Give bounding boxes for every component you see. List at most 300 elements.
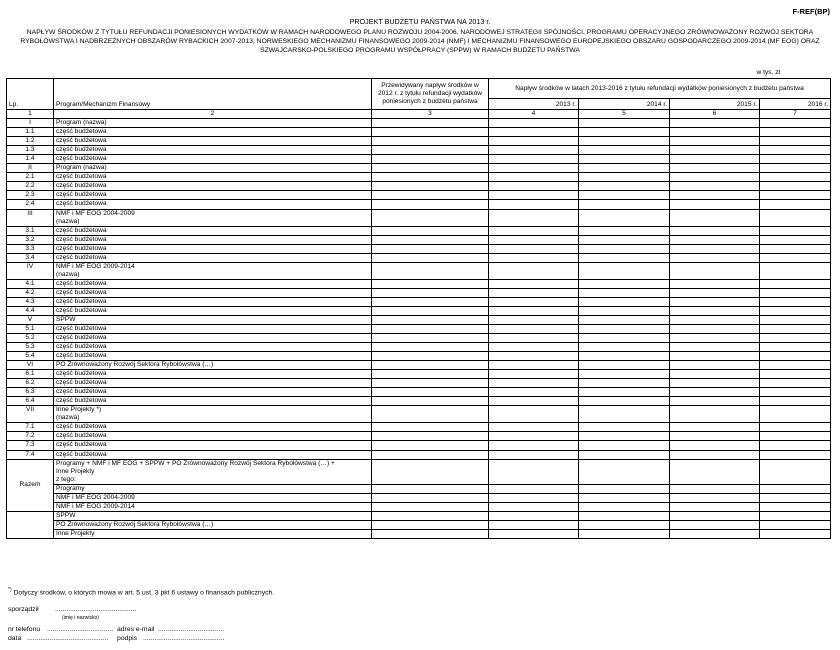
table-cell[interactable] xyxy=(579,459,670,484)
table-cell[interactable] xyxy=(670,315,760,324)
table-cell[interactable] xyxy=(489,315,579,324)
table-cell[interactable] xyxy=(760,423,831,432)
table-cell[interactable] xyxy=(372,297,489,306)
row-program-name: część budżetowa xyxy=(54,128,372,137)
table-cell[interactable] xyxy=(372,441,489,450)
table-cell[interactable] xyxy=(579,279,670,288)
row-program-name: część budżetowa xyxy=(54,333,372,342)
table-cell[interactable] xyxy=(489,288,579,297)
form-code: F-REF(BP) xyxy=(792,7,830,16)
table-cell[interactable] xyxy=(372,324,489,333)
email-field[interactable]: ................................... xyxy=(158,626,225,633)
table-cell[interactable] xyxy=(670,397,760,406)
table-cell[interactable] xyxy=(760,235,831,244)
refund-table xyxy=(6,78,831,539)
table-cell[interactable] xyxy=(372,529,489,538)
table-cell[interactable] xyxy=(579,361,670,370)
table-cell[interactable] xyxy=(670,423,760,432)
table-cell[interactable] xyxy=(579,406,670,423)
table-cell[interactable] xyxy=(489,432,579,441)
table-cell[interactable] xyxy=(670,333,760,342)
table-cell[interactable] xyxy=(489,235,579,244)
header-year-2013: 2013 r. xyxy=(489,99,579,110)
table-cell[interactable] xyxy=(760,520,831,529)
table-row xyxy=(7,235,831,244)
table-cell[interactable] xyxy=(372,352,489,361)
table-cell[interactable] xyxy=(760,164,831,173)
table-cell[interactable] xyxy=(372,388,489,397)
table-cell[interactable] xyxy=(760,253,831,262)
table-cell[interactable] xyxy=(760,244,831,253)
table-cell[interactable] xyxy=(372,406,489,423)
table-cell[interactable] xyxy=(489,297,579,306)
table-cell[interactable] xyxy=(372,137,489,146)
table-cell[interactable] xyxy=(670,200,760,209)
table-cell[interactable] xyxy=(372,511,489,520)
table-cell[interactable] xyxy=(489,333,579,342)
table-cell[interactable] xyxy=(372,253,489,262)
table-cell[interactable] xyxy=(760,397,831,406)
table-cell[interactable] xyxy=(489,279,579,288)
razem-label xyxy=(54,459,372,484)
row-program-name: część budżetowa xyxy=(54,306,372,315)
table-cell[interactable] xyxy=(670,119,760,128)
table-cell[interactable] xyxy=(489,484,579,493)
table-cell[interactable] xyxy=(670,182,760,191)
row-program-name: część budżetowa xyxy=(54,324,372,333)
table-row xyxy=(7,128,831,137)
table-cell[interactable] xyxy=(489,146,579,155)
table-cell[interactable] xyxy=(579,315,670,324)
table-cell[interactable] xyxy=(760,529,831,538)
table-cell[interactable] xyxy=(760,432,831,441)
table-cell[interactable] xyxy=(670,361,760,370)
table-cell[interactable] xyxy=(579,432,670,441)
table-cell[interactable] xyxy=(372,397,489,406)
table-cell[interactable] xyxy=(489,173,579,182)
row-program-name: część budżetowa xyxy=(54,352,372,361)
table-cell[interactable] xyxy=(670,244,760,253)
table-cell[interactable] xyxy=(489,200,579,209)
table-cell[interactable] xyxy=(489,459,579,484)
table-cell[interactable] xyxy=(372,423,489,432)
table-cell[interactable] xyxy=(670,352,760,361)
row-program-name: część budżetowa xyxy=(54,200,372,209)
table-cell[interactable] xyxy=(489,253,579,262)
row-lp: 5.1 xyxy=(7,324,54,333)
table-cell[interactable] xyxy=(670,388,760,397)
table-cell[interactable] xyxy=(579,397,670,406)
header-program: Program/Mechanizm Finansowy xyxy=(54,79,372,110)
row-lp: 6.2 xyxy=(7,379,54,388)
row-lp: 7.2 xyxy=(7,432,54,441)
document-title: PROJEKT BUDŻETU PAŃSTWA NA 2013 r. xyxy=(349,17,491,26)
table-cell[interactable] xyxy=(489,209,579,226)
table-cell[interactable] xyxy=(579,370,670,379)
table-cell[interactable] xyxy=(489,182,579,191)
table-row xyxy=(7,324,831,333)
table-cell[interactable] xyxy=(760,493,831,502)
table-cell[interactable] xyxy=(670,406,760,423)
table-cell[interactable] xyxy=(670,306,760,315)
table-cell[interactable] xyxy=(579,450,670,459)
table-cell[interactable] xyxy=(489,164,579,173)
table-cell[interactable] xyxy=(579,502,670,511)
table-cell[interactable] xyxy=(579,164,670,173)
table-cell[interactable] xyxy=(372,164,489,173)
table-cell[interactable] xyxy=(670,459,760,484)
document-subtitle: NAPŁYW ŚRODKÓW Z TYTUŁU REFUNDACJI PONIESIONYCH WYDATKÓW W RAMACH NARODOWEGO PLANU ROZWOJU 2004-2006, NARODOWEJ STRATEGII SPÓJNOŚCI, PROGRAMU OPERACYJNEGO ZRÓWNOWAŻONY ROZWÓJ SEKTORA RYBOŁÓWSTWA I NADBRZEŻNYCH OBSZARÓW RYBACKICH 2007-2013, NORWESKIEGO MECHANIZMU FINANSOWEGO 2009-2014 (NMF) I MECHANIZMU FINANSOWEGO EUROPEJSKIEGO OBSZARU GOSPODARCZEGO 2009-2014 (MF EOG) ORAZ SZWAJCARSKO-POLSKIEGO PROGRAMU WSPÓŁPRACY (SPPW) W RAMACH BUDŻETU PAŃSTWA xyxy=(20,29,820,54)
table-cell[interactable] xyxy=(760,279,831,288)
table-cell[interactable] xyxy=(489,361,579,370)
table-cell[interactable] xyxy=(579,155,670,164)
table-cell[interactable] xyxy=(760,226,831,235)
table-cell[interactable] xyxy=(579,119,670,128)
table-cell[interactable] xyxy=(670,511,760,520)
table-cell[interactable] xyxy=(372,484,489,493)
table-cell[interactable] xyxy=(579,520,670,529)
table-cell[interactable] xyxy=(579,128,670,137)
table-cell[interactable] xyxy=(670,137,760,146)
razem-section xyxy=(7,459,831,538)
table-cell[interactable] xyxy=(579,493,670,502)
table-cell[interactable] xyxy=(372,262,489,279)
table-row xyxy=(7,306,831,315)
row-lp: 2.2 xyxy=(7,182,54,191)
table-row xyxy=(7,209,831,226)
table-cell[interactable] xyxy=(372,182,489,191)
table-cell[interactable] xyxy=(670,379,760,388)
row-lp: 6.4 xyxy=(7,397,54,406)
table-cell[interactable] xyxy=(489,379,579,388)
table-cell[interactable] xyxy=(760,128,831,137)
table-row xyxy=(7,137,831,146)
row-lp: 3.3 xyxy=(7,244,54,253)
table-row xyxy=(7,191,831,200)
row-name-line: Inne Projekty *) xyxy=(56,406,102,414)
table-cell[interactable] xyxy=(760,155,831,164)
table-cell[interactable] xyxy=(760,191,831,200)
prepared-by-field[interactable]: ........................................... xyxy=(55,606,137,613)
table-row xyxy=(7,182,831,191)
column-number-7: 7 xyxy=(760,110,831,119)
table-cell[interactable] xyxy=(372,432,489,441)
table-cell[interactable] xyxy=(579,137,670,146)
table-cell[interactable] xyxy=(372,379,489,388)
row-lp: 6.3 xyxy=(7,388,54,397)
table-cell[interactable] xyxy=(670,484,760,493)
table-cell[interactable] xyxy=(760,182,831,191)
table-cell[interactable] xyxy=(489,441,579,450)
row-name-hint: (nazwa) xyxy=(56,217,80,225)
table-cell[interactable] xyxy=(760,361,831,370)
table-cell[interactable] xyxy=(760,484,831,493)
table-cell[interactable] xyxy=(670,502,760,511)
table-cell[interactable] xyxy=(760,459,831,484)
table-cell[interactable] xyxy=(489,388,579,397)
table-cell[interactable] xyxy=(760,315,831,324)
signature-field[interactable]: ........................................... xyxy=(143,635,225,642)
table-cell[interactable] xyxy=(670,173,760,182)
table-cell[interactable] xyxy=(489,502,579,511)
table-cell[interactable] xyxy=(760,324,831,333)
row-program-name: SPPW xyxy=(54,315,372,324)
email-label: adres e-mail xyxy=(117,626,155,633)
table-cell[interactable] xyxy=(760,333,831,342)
table-cell[interactable] xyxy=(579,484,670,493)
row-program-name: część budżetowa xyxy=(54,388,372,397)
table-cell[interactable] xyxy=(372,370,489,379)
table-cell[interactable] xyxy=(760,370,831,379)
table-row xyxy=(7,352,831,361)
table-cell[interactable] xyxy=(760,502,831,511)
table-row xyxy=(7,173,831,182)
razem-z-tego: z tego: xyxy=(56,475,76,483)
table-cell[interactable] xyxy=(489,406,579,423)
table-cell[interactable] xyxy=(372,288,489,297)
row-program-name: część budżetowa xyxy=(54,397,372,406)
table-cell[interactable] xyxy=(670,209,760,226)
table-cell[interactable] xyxy=(760,388,831,397)
table-cell[interactable] xyxy=(489,306,579,315)
table-cell[interactable] xyxy=(670,370,760,379)
table-cell[interactable] xyxy=(372,128,489,137)
table-cell[interactable] xyxy=(489,511,579,520)
table-cell[interactable] xyxy=(489,370,579,379)
table-cell[interactable] xyxy=(489,262,579,279)
table-cell[interactable] xyxy=(670,450,760,459)
table-cell[interactable] xyxy=(579,343,670,352)
table-cell[interactable] xyxy=(489,352,579,361)
table-cell[interactable] xyxy=(579,262,670,279)
row-lp: 4.3 xyxy=(7,297,54,306)
razem-item: Inne Projekty xyxy=(54,529,372,538)
date-label: data xyxy=(8,635,22,642)
table-cell[interactable] xyxy=(670,343,760,352)
table-cell[interactable] xyxy=(489,119,579,128)
razem-lp-spacer xyxy=(7,520,54,529)
row-program-name: część budżetowa xyxy=(54,191,372,200)
table-cell[interactable] xyxy=(372,493,489,502)
row-lp: 3.1 xyxy=(7,226,54,235)
table-row xyxy=(7,262,831,279)
table-cell[interactable] xyxy=(372,173,489,182)
row-lp: VII xyxy=(7,406,54,423)
table-cell[interactable] xyxy=(760,511,831,520)
table-cell[interactable] xyxy=(372,520,489,529)
table-cell[interactable] xyxy=(372,279,489,288)
table-cell[interactable] xyxy=(372,119,489,128)
table-cell[interactable] xyxy=(489,137,579,146)
table-cell[interactable] xyxy=(760,343,831,352)
table-cell[interactable] xyxy=(760,200,831,209)
table-cell[interactable] xyxy=(579,388,670,397)
table-cell[interactable] xyxy=(489,324,579,333)
table-cell[interactable] xyxy=(579,423,670,432)
table-cell[interactable] xyxy=(579,235,670,244)
row-program-name: PO Zrównoważony Rozwój Sektora Rybołówstwa (…) xyxy=(54,361,372,370)
table-cell[interactable] xyxy=(670,288,760,297)
row-lp: 5.4 xyxy=(7,352,54,361)
column-number-1: 1 xyxy=(7,110,54,119)
table-cell[interactable] xyxy=(372,450,489,459)
table-cell[interactable] xyxy=(489,244,579,253)
row-lp: 7.4 xyxy=(7,450,54,459)
table-row xyxy=(7,423,831,432)
table-cell[interactable] xyxy=(489,520,579,529)
table-cell[interactable] xyxy=(489,191,579,200)
table-cell[interactable] xyxy=(670,191,760,200)
row-program-name xyxy=(54,262,372,279)
table-row xyxy=(7,397,831,406)
column-number-2: 2 xyxy=(54,110,372,119)
table-cell[interactable] xyxy=(760,119,831,128)
table-cell[interactable] xyxy=(579,333,670,342)
table-cell[interactable] xyxy=(670,441,760,450)
table-cell[interactable] xyxy=(489,128,579,137)
row-program-name: część budżetowa xyxy=(54,288,372,297)
razem-lp-spacer xyxy=(7,511,54,520)
table-cell[interactable] xyxy=(760,262,831,279)
table-cell[interactable] xyxy=(579,200,670,209)
date-field[interactable]: ........................................... xyxy=(27,635,109,642)
table-cell[interactable] xyxy=(579,379,670,388)
table-cell[interactable] xyxy=(489,450,579,459)
row-lp: 7.1 xyxy=(7,423,54,432)
table-cell[interactable] xyxy=(489,226,579,235)
table-cell[interactable] xyxy=(670,155,760,164)
table-cell[interactable] xyxy=(670,164,760,173)
table-cell[interactable] xyxy=(372,361,489,370)
razem-item: NMF i MF EOG 2009-2014 xyxy=(54,502,372,511)
table-cell[interactable] xyxy=(670,128,760,137)
table-cell[interactable] xyxy=(489,397,579,406)
table-cell[interactable] xyxy=(372,200,489,209)
table-cell[interactable] xyxy=(760,406,831,423)
table-cell[interactable] xyxy=(670,324,760,333)
row-program-name: Program (nazwa) xyxy=(54,119,372,128)
table-cell[interactable] xyxy=(579,306,670,315)
table-cell[interactable] xyxy=(579,288,670,297)
table-cell[interactable] xyxy=(372,459,489,484)
table-cell[interactable] xyxy=(760,137,831,146)
table-cell[interactable] xyxy=(372,244,489,253)
table-cell[interactable] xyxy=(579,146,670,155)
table-cell[interactable] xyxy=(372,235,489,244)
table-cell[interactable] xyxy=(489,155,579,164)
table-cell[interactable] xyxy=(372,191,489,200)
table-cell[interactable] xyxy=(372,209,489,226)
table-cell[interactable] xyxy=(372,155,489,164)
row-lp: 6.1 xyxy=(7,370,54,379)
table-cell[interactable] xyxy=(579,529,670,538)
table-row xyxy=(7,333,831,342)
table-cell[interactable] xyxy=(579,209,670,226)
table-row xyxy=(7,155,831,164)
table-cell[interactable] xyxy=(670,262,760,279)
table-cell[interactable] xyxy=(760,450,831,459)
table-cell[interactable] xyxy=(579,511,670,520)
table-cell[interactable] xyxy=(670,493,760,502)
table-cell[interactable] xyxy=(372,502,489,511)
table-cell[interactable] xyxy=(670,297,760,306)
row-lp: 4.1 xyxy=(7,279,54,288)
table-cell[interactable] xyxy=(579,441,670,450)
table-cell[interactable] xyxy=(760,146,831,155)
table-cell[interactable] xyxy=(670,432,760,441)
table-cell[interactable] xyxy=(372,315,489,324)
table-cell[interactable] xyxy=(670,279,760,288)
table-row xyxy=(7,297,831,306)
table-cell[interactable] xyxy=(579,253,670,262)
table-row xyxy=(7,379,831,388)
table-cell[interactable] xyxy=(670,520,760,529)
table-cell[interactable] xyxy=(372,226,489,235)
table-cell[interactable] xyxy=(579,182,670,191)
table-cell[interactable] xyxy=(579,226,670,235)
row-name-hint: (nazwa) xyxy=(56,414,80,422)
table-cell[interactable] xyxy=(372,306,489,315)
razem-lp: Razem xyxy=(7,459,54,511)
table-cell[interactable] xyxy=(489,529,579,538)
table-row xyxy=(7,361,831,370)
table-cell[interactable] xyxy=(670,253,760,262)
table-row xyxy=(7,244,831,253)
footnote-text: Dotyczy środków, o których mowa w art. 5 ust. 3 pkt 6 ustawy o finansach publicznych. xyxy=(11,589,275,597)
row-lp: VI xyxy=(7,361,54,370)
table-cell[interactable] xyxy=(372,146,489,155)
table-row xyxy=(7,315,831,324)
prepared-by-label: sporządził xyxy=(8,606,39,613)
row-program-name: część budżetowa xyxy=(54,182,372,191)
table-cell[interactable] xyxy=(489,423,579,432)
table-cell[interactable] xyxy=(372,343,489,352)
table-cell[interactable] xyxy=(489,343,579,352)
table-cell[interactable] xyxy=(760,209,831,226)
row-name-hint: (nazwa) xyxy=(56,270,80,278)
row-lp: 4.2 xyxy=(7,288,54,297)
table-cell[interactable] xyxy=(760,288,831,297)
table-cell[interactable] xyxy=(670,146,760,155)
table-cell[interactable] xyxy=(579,173,670,182)
row-program-name: część budżetowa xyxy=(54,379,372,388)
table-cell[interactable] xyxy=(670,235,760,244)
table-row xyxy=(7,119,831,128)
table-cell[interactable] xyxy=(489,493,579,502)
table-cell[interactable] xyxy=(670,529,760,538)
table-row xyxy=(7,432,831,441)
table-cell[interactable] xyxy=(760,379,831,388)
row-program-name: część budżetowa xyxy=(54,441,372,450)
table-cell[interactable] xyxy=(760,441,831,450)
table-cell[interactable] xyxy=(579,244,670,253)
phone-field[interactable]: ................................... xyxy=(47,626,114,633)
row-program-name xyxy=(54,209,372,226)
table-cell[interactable] xyxy=(760,352,831,361)
table-cell[interactable] xyxy=(579,324,670,333)
column-number-4: 4 xyxy=(489,110,579,119)
row-lp: 5.2 xyxy=(7,333,54,342)
row-program-name: część budżetowa xyxy=(54,173,372,182)
table-cell[interactable] xyxy=(760,173,831,182)
table-cell[interactable] xyxy=(579,191,670,200)
table-cell[interactable] xyxy=(760,306,831,315)
table-cell[interactable] xyxy=(579,352,670,361)
table-cell[interactable] xyxy=(579,297,670,306)
table-cell[interactable] xyxy=(670,226,760,235)
table-cell[interactable] xyxy=(760,297,831,306)
table-cell[interactable] xyxy=(372,333,489,342)
